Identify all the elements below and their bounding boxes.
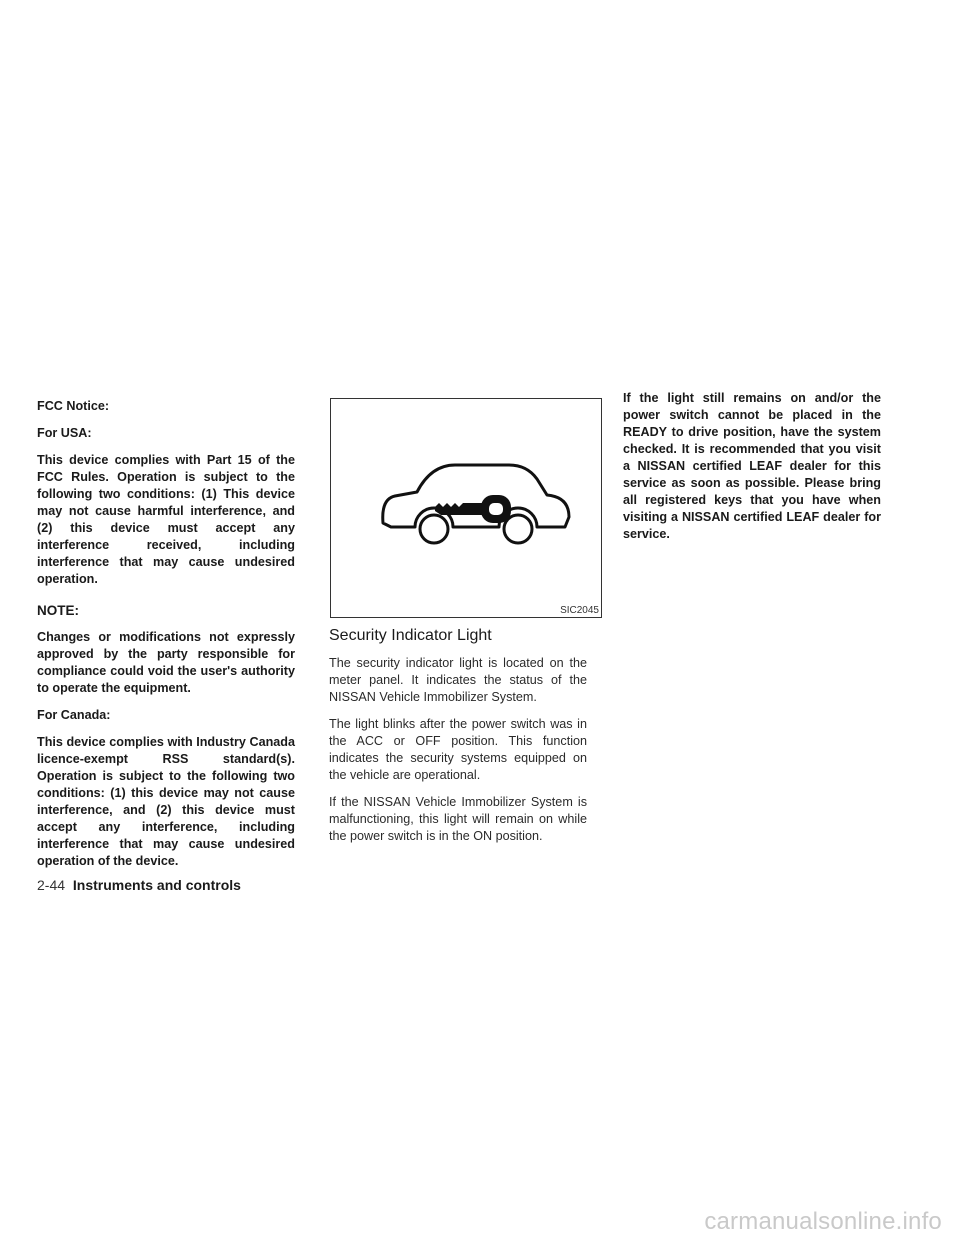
page-number: 2-44: [37, 877, 66, 893]
figure-code: SIC2045: [560, 605, 599, 616]
security-indicator-figure: [330, 398, 602, 618]
watermark: carmanualsonline.info: [704, 1208, 942, 1235]
right-column: [623, 390, 881, 553]
car-with-key-icon: [331, 399, 601, 617]
section-title: Security Indicator Light: [329, 627, 492, 644]
canada-heading: For Canada:: [37, 708, 111, 722]
middle-column: [329, 398, 599, 855]
canada-compliance-text: This device complies with Industry Canada licence-exempt RSS standard(s). Operation is subject to the following two conditions: (1) this device may not cause interference, and (2) this device must accept any interference, including interference that may cause undesired operation of the device.: [37, 735, 295, 868]
note-text: Changes or modifications not expressly approved by the party responsible for compliance could void the user's authority to operate the equipment.: [37, 630, 295, 695]
chapter-title: Instruments and controls: [72, 877, 241, 893]
paragraph: If the NISSAN Vehicle Immobilizer System is malfunctioning, this light will remain on while the power switch is in the ON position.: [329, 795, 587, 843]
page-footer: [37, 877, 241, 893]
usa-compliance-text: This device complies with Part 15 of the FCC Rules. Operation is subject to the following two conditions: (1) This device may not cause harmful interference, and (2) this device must accept any interference received, including interference that may cause undesired operation.: [37, 453, 295, 586]
fcc-notice-heading: FCC Notice:: [37, 399, 110, 413]
paragraph: The light blinks after the power switch was in the ACC or OFF position. This function indicates the security systems equipped on the vehicle are operational.: [329, 717, 587, 782]
note-heading: NOTE:: [37, 603, 79, 618]
paragraph: The security indicator light is located on the meter panel. It indicates the status of the NISSAN Vehicle Immobilizer System.: [329, 656, 587, 704]
usa-heading: For USA:: [37, 426, 92, 440]
left-column: [37, 398, 295, 880]
warning-text: If the light still remains on and/or the power switch cannot be placed in the READY to drive position, have the system checked. It is recommended that you visit a NISSAN certified LEAF dealer for this service as soon as possible. Please bring all registered keys that you have when visiting a NISSAN certified LEAF dealer for service.: [623, 391, 881, 541]
